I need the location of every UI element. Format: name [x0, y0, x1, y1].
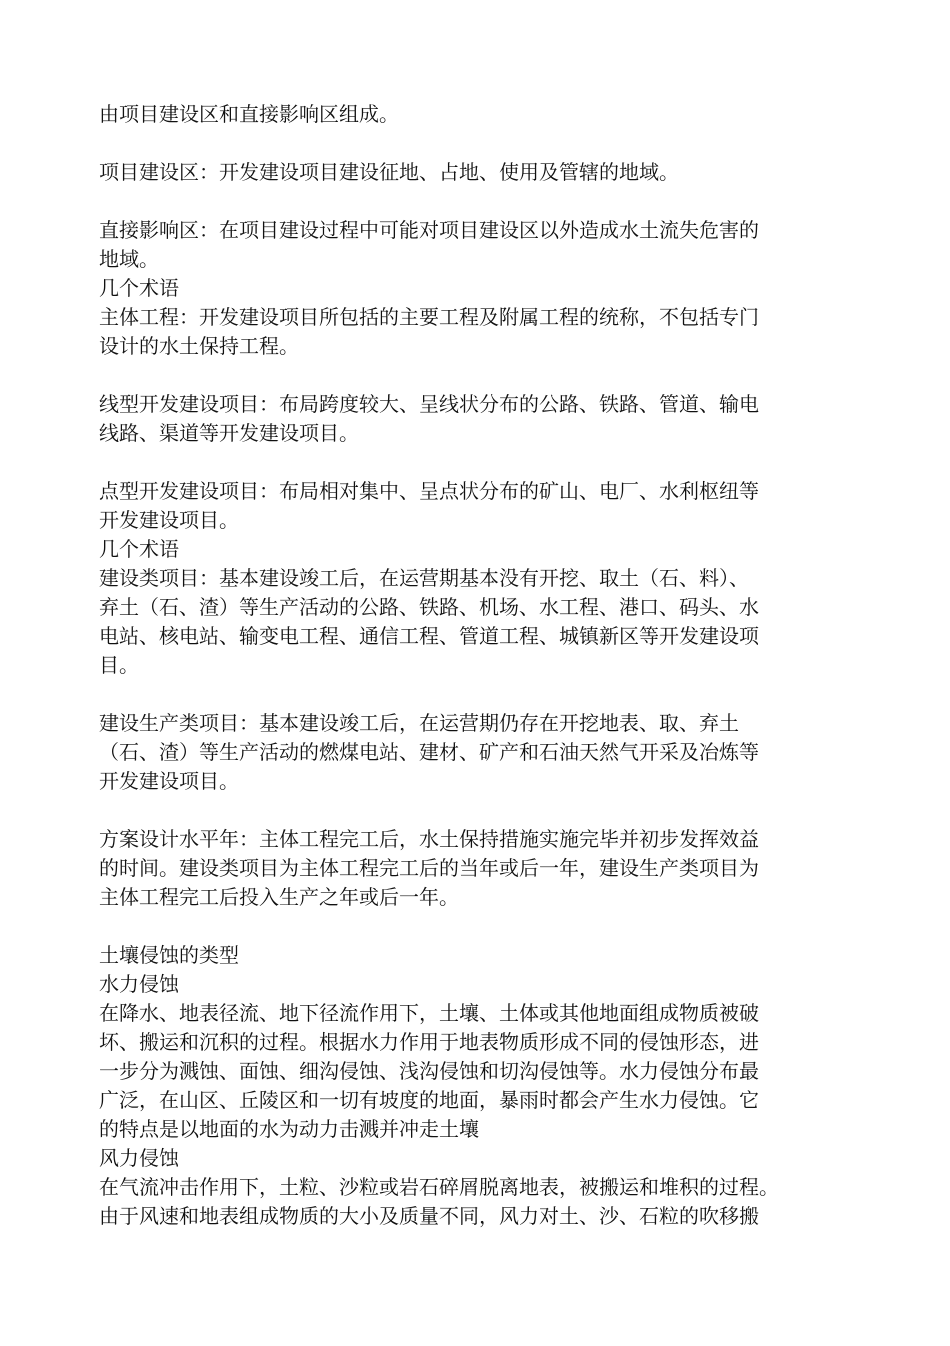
text-line: 方案设计水平年：主体工程完工后，水土保持措施实施完毕并初步发挥效益 — [99, 827, 759, 851]
text-line: 风力侵蚀 — [99, 1146, 179, 1170]
text-line: 坏、搬运和沉积的过程。根据水力作用于地表物质形成不同的侵蚀形态，进 — [99, 1030, 759, 1054]
text-line: 项目建设区：开发建设项目建设征地、占地、使用及管辖的地域。 — [99, 160, 679, 184]
blank-line — [99, 448, 819, 477]
text-line: 在降水、地表径流、地下径流作用下，土壤、土体或其他地面组成物质被破 — [99, 1001, 759, 1025]
document-body — [99, 100, 819, 1231]
blank-line — [99, 361, 819, 390]
text-line: 开发建设项目。 — [99, 508, 239, 532]
text-line: 几个术语 — [99, 276, 179, 300]
text-line: 设计的水土保持工程。 — [99, 334, 299, 358]
text-line: （石、渣）等生产活动的燃煤电站、建材、矿产和石油天然气开采及冶炼等 — [99, 740, 759, 764]
text-line: 的时间。建设类项目为主体工程完工后的当年或后一年，建设生产类项目为 — [99, 856, 759, 880]
text-line: 点型开发建设项目：布局相对集中、呈点状分布的矿山、电厂、水利枢纽等 — [99, 479, 759, 503]
blank-line — [99, 796, 819, 825]
text-line: 主体工程：开发建设项目所包括的主要工程及附属工程的统称，不包括专门 — [99, 305, 759, 329]
blank-line — [99, 129, 819, 158]
text-line: 开发建设项目。 — [99, 769, 239, 793]
text-line: 土壤侵蚀的类型 — [99, 943, 239, 967]
text-line: 线路、渠道等开发建设项目。 — [99, 421, 359, 445]
text-line: 主体工程完工后投入生产之年或后一年。 — [99, 885, 459, 909]
text-line: 由于风速和地表组成物质的大小及质量不同，风力对土、沙、石粒的吹移搬 — [99, 1204, 759, 1228]
text-line: 直接影响区：在项目建设过程中可能对项目建设区以外造成水土流失危害的 — [99, 218, 759, 242]
text-line: 的特点是以地面的水为动力击溅并冲走土壤 — [99, 1117, 479, 1141]
text-line: 一步分为溅蚀、面蚀、细沟侵蚀、浅沟侵蚀和切沟侵蚀等。水力侵蚀分布最 — [99, 1059, 759, 1083]
text-line: 水力侵蚀 — [99, 972, 179, 996]
blank-line — [99, 912, 819, 941]
text-line: 建设类项目：基本建设竣工后，在运营期基本没有开挖、取土（石、料）、 — [99, 566, 749, 590]
text-line: 地域。 — [99, 247, 159, 271]
text-line: 线型开发建设项目：布局跨度较大、呈线状分布的公路、铁路、管道、输电 — [99, 392, 759, 416]
text-line: 电站、核电站、输变电工程、通信工程、管道工程、城镇新区等开发建设项 — [99, 624, 759, 648]
text-line: 弃土（石、渣）等生产活动的公路、铁路、机场、水工程、港口、码头、水 — [99, 595, 759, 619]
text-line: 在气流冲击作用下，土粒、沙粒或岩石碎屑脱离地表，被搬运和堆积的过程。 — [99, 1175, 779, 1199]
text-line: 几个术语 — [99, 537, 179, 561]
blank-line — [99, 680, 819, 709]
text-line: 建设生产类项目：基本建设竣工后，在运营期仍存在开挖地表、取、弃土 — [99, 711, 739, 735]
text-line: 目。 — [99, 653, 139, 677]
blank-line — [99, 187, 819, 216]
text-line: 由项目建设区和直接影响区组成。 — [99, 102, 399, 126]
text-line: 广泛，在山区、丘陵区和一切有坡度的地面，暴雨时都会产生水力侵蚀。它 — [99, 1088, 759, 1112]
